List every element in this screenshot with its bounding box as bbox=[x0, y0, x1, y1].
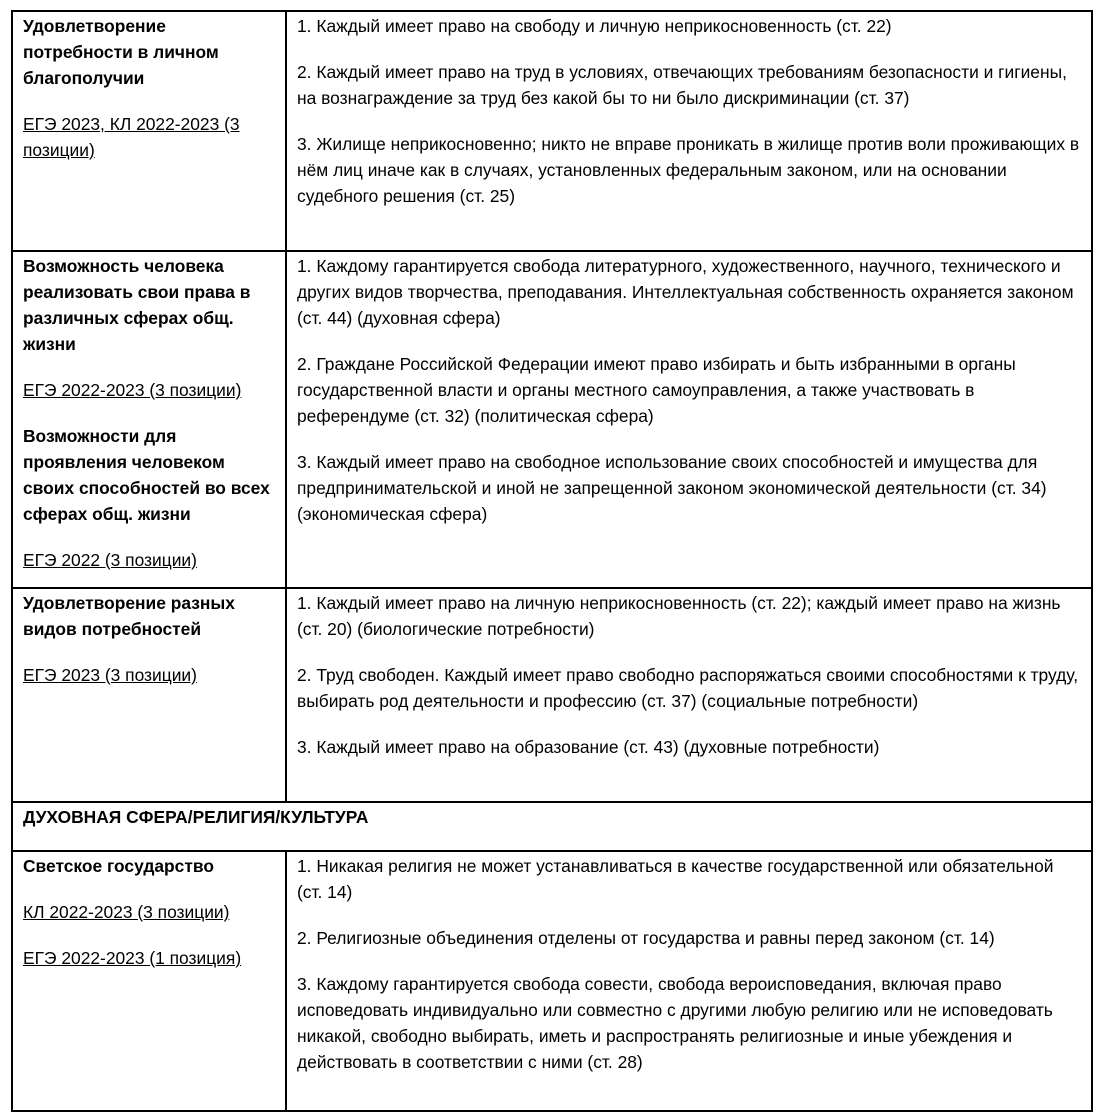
topic-heading: Удовлетворение разных видов потребностей bbox=[23, 593, 235, 639]
document-page bbox=[11, 10, 1087, 1112]
topic-source: ЕГЭ 2022-2023 (3 позиции) bbox=[23, 380, 242, 400]
example-point: 2. Каждый имеет право на труд в условиях, отвечающих требованиям безопасности и гигиены, на вознаграждение за труд без какой бы то ни было дискриминации (ст. 37) bbox=[297, 62, 1067, 108]
examples-cell bbox=[286, 851, 1092, 1111]
table-row bbox=[12, 588, 1092, 802]
examples-cell bbox=[286, 251, 1092, 588]
topic-source: ЕГЭ 2022-2023 (1 позиция) bbox=[23, 948, 242, 968]
topic-heading: Возможности для проявления человеком своих способностей во всех сферах общ. жизни bbox=[23, 426, 270, 524]
example-point: 2. Граждане Российской Федерации имеют право избирать и быть избранными в органы государственной власти и органы местного самоуправления, а также участвовать в референдуме (ст. 32) (политическая сфера) bbox=[297, 354, 1016, 426]
topic-heading: Светское государство bbox=[23, 856, 214, 876]
topic-cell bbox=[12, 251, 286, 588]
topic-cell bbox=[12, 11, 286, 251]
topic-cell bbox=[12, 588, 286, 802]
table-row bbox=[12, 11, 1092, 251]
example-point: 1. Каждый имеет право на свободу и личную неприкосновенность (ст. 22) bbox=[297, 16, 892, 36]
table-row bbox=[12, 251, 1092, 588]
topic-source: ЕГЭ 2023, КЛ 2022-2023 (3 позиции) bbox=[23, 114, 240, 160]
example-point: 1. Каждый имеет право на личную неприкосновенность (ст. 22); каждый имеет право на жизнь (ст. 20) (биологические потребности) bbox=[297, 593, 1061, 639]
example-point: 3. Каждый имеет право на образование (ст. 43) (духовные потребности) bbox=[297, 737, 880, 757]
topic-heading: Возможность человека реализовать свои права в различных сферах общ. жизни bbox=[23, 256, 251, 354]
topic-source: ЕГЭ 2023 (3 позиции) bbox=[23, 665, 197, 685]
topic-source: ЕГЭ 2022 (3 позиции) bbox=[23, 550, 197, 570]
example-point: 1. Никакая религия не может устанавливаться в качестве государственной или обязательной (ст. 14) bbox=[297, 856, 1054, 902]
examples-cell bbox=[286, 11, 1092, 251]
table-row bbox=[12, 851, 1092, 1111]
example-point: 3. Жилище неприкосновенно; никто не вправе проникать в жилище против воли проживающих в нём лиц иначе как в случаях, установленных федеральным законом, или на основании судебного решения (ст. 25) bbox=[297, 134, 1080, 206]
example-point: 2. Труд свободен. Каждый имеет право свободно распоряжаться своими способностями к труду, выбирать род деятельности и профессию (ст. 37) (социальные потребности) bbox=[297, 665, 1079, 711]
example-point: 3. Каждый имеет право на свободное использование своих способностей и имущества для предпринимательской и иной не запрещенной законом экономической деятельности (ст. 34) (экономическая сфера) bbox=[297, 452, 1047, 524]
topic-source: КЛ 2022-2023 (3 позиции) bbox=[23, 902, 230, 922]
constitution-table bbox=[11, 10, 1093, 1112]
section-title: ДУХОВНАЯ СФЕРА/РЕЛИГИЯ/КУЛЬТУРА bbox=[12, 802, 1092, 851]
section-row bbox=[12, 802, 1092, 851]
topic-heading: Удовлетворение потребности в личном благополучии bbox=[23, 16, 219, 88]
example-point: 1. Каждому гарантируется свобода литературного, художественного, научного, технического и других видов творчества, преподавания. Интеллектуальная собственность охраняется законом (ст. 44) (духовная сфера) bbox=[297, 256, 1074, 328]
example-point: 2. Религиозные объединения отделены от государства и равны перед законом (ст. 14) bbox=[297, 928, 995, 948]
topic-cell bbox=[12, 851, 286, 1111]
examples-cell bbox=[286, 588, 1092, 802]
example-point: 3. Каждому гарантируется свобода совести, свобода вероисповедания, включая право исповедовать индивидуально или совместно с другими любую религию или не исповедовать никакой, свободно выбирать, иметь и распространять религиозные и иные убеждения и действовать в соответствии с ними (ст. 28) bbox=[297, 974, 1053, 1072]
